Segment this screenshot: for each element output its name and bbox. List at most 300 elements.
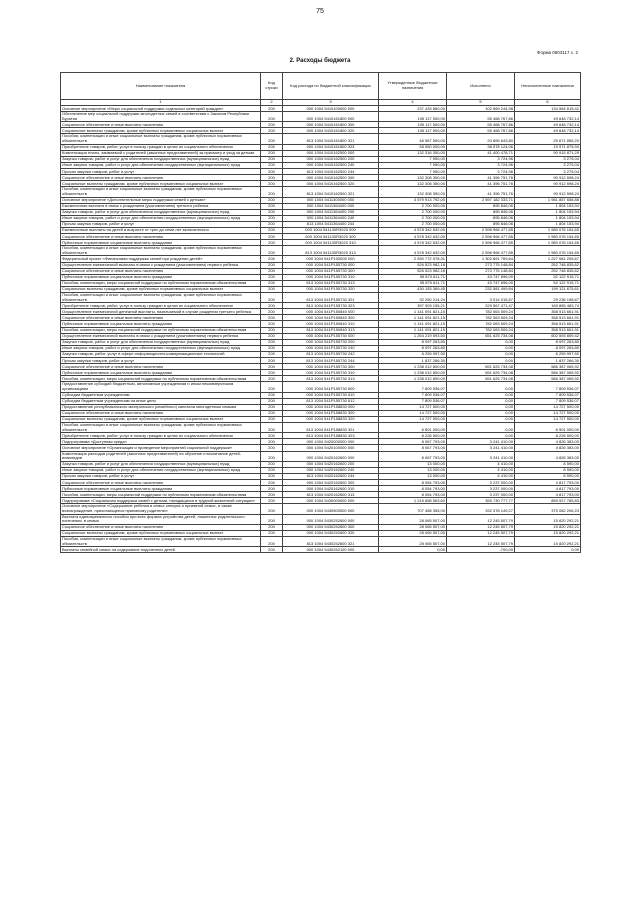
- column-number: 3: [283, 100, 379, 106]
- row-code-cell: 200: [261, 280, 283, 286]
- row-approved-cell: 95 870 611,71: [379, 274, 447, 280]
- row-code-cell: 200: [261, 398, 283, 404]
- row-classification-cell: 000 1004 5410162500 200: [283, 156, 379, 162]
- row-remaining-cell: 15 820 292,21: [515, 524, 581, 530]
- table-row: [61, 514, 581, 524]
- table-row: [61, 286, 581, 292]
- row-approved-cell: 237 433 860,00: [379, 106, 447, 112]
- row-name-cell: Иные закупки товаров, работ и услуг для обеспечения государственных (муниципальных) нужд: [61, 215, 261, 221]
- row-name-cell: Закупка товаров, работ и услуг для обеспечения государственных (муниципальных) нужд: [61, 156, 261, 162]
- row-remaining-cell: 358 513 661,91: [515, 327, 581, 333]
- row-remaining-cell: 8 226 500,00: [515, 433, 581, 439]
- row-remaining-cell: 52 122 915,71: [515, 274, 581, 280]
- row-code-cell: 200: [261, 492, 283, 498]
- row-classification-cell: 000 1004 5420162600 000: [283, 451, 379, 461]
- row-code-cell: 200: [261, 423, 283, 433]
- table-row: [61, 480, 581, 486]
- row-executed-cell: 2 596 966 477,85: [447, 234, 515, 240]
- row-approved-cell: 28 065 507,00: [379, 524, 447, 530]
- table-row: [61, 321, 581, 327]
- column-header: Исполнено: [447, 73, 515, 100]
- row-classification-cell: 000 1004 5430252600 320: [283, 530, 379, 536]
- row-approved-cell: 7 950,00: [379, 169, 447, 175]
- table-row: [61, 293, 581, 303]
- table-row: [61, 203, 581, 209]
- row-name-cell: Основное мероприятие «Меры социальной поддержки отдельных категорий граждан»: [61, 106, 261, 112]
- row-approved-cell: 8 067 793,00: [379, 451, 447, 461]
- row-classification-cell: 813 1004 541P155730 612: [283, 398, 379, 404]
- table-row: [61, 187, 581, 197]
- table-row: [61, 504, 581, 514]
- row-classification-cell: 000 1004 541130R3020 000: [283, 227, 379, 233]
- row-executed-cell: 0,00: [447, 339, 515, 345]
- row-executed-cell: 3 237 000,00: [447, 492, 515, 498]
- row-approved-cell: 13 000,00: [379, 473, 447, 479]
- row-remaining-cell: 7 809 536,07: [515, 382, 581, 392]
- row-approved-cell: 105 117 500,00: [379, 112, 447, 122]
- row-approved-cell: 4 578 342 632,00: [379, 227, 447, 233]
- row-classification-cell: 000 1004 5411364400 240: [283, 215, 379, 221]
- row-code-cell: 200: [261, 416, 283, 422]
- table-row: [61, 498, 581, 504]
- row-name-cell: Приобретение товаров, работ, услуг в пользу граждан в целях их социального обеспечения: [61, 303, 261, 309]
- row-executed-cell: 782 063 509,24: [447, 309, 515, 315]
- table-row: [61, 268, 581, 274]
- table-row: [61, 246, 581, 256]
- table-row: [61, 303, 581, 309]
- row-approved-cell: 28 065 507,00: [379, 514, 447, 524]
- table-row: [61, 536, 581, 546]
- row-executed-cell: 102 869 244,98: [447, 106, 515, 112]
- row-executed-cell: 0,00: [447, 351, 515, 357]
- row-name-cell: Прочая закупка товаров, работ и услуг: [61, 221, 261, 227]
- row-executed-cell: 3 014 015,57: [447, 293, 515, 303]
- row-approved-cell: 28 065 507,00: [379, 530, 447, 536]
- table-row: [61, 382, 581, 392]
- row-remaining-cell: 19 971 875,94: [515, 144, 581, 150]
- row-code-cell: 200: [261, 197, 283, 203]
- row-classification-cell: 813 1004 541P155730 242: [283, 351, 379, 357]
- row-executed-cell: 41 396 751,76: [447, 187, 515, 197]
- table-row: [61, 256, 581, 262]
- row-code-cell: 200: [261, 333, 283, 339]
- row-classification-cell: 000 1004 5410162500 240: [283, 162, 379, 168]
- row-name-cell: Основное мероприятие «Содержание ребенка в семье опекуна и приемной семье, а также вознаграждение, причитающееся приемному родителю»: [61, 504, 261, 514]
- row-code-cell: 200: [261, 150, 283, 156]
- row-name-cell: Социальное обеспечение и иные выплаты населению: [61, 122, 261, 128]
- row-remaining-cell: 15 820 292,21: [515, 530, 581, 536]
- row-classification-cell: 000 1004 541P158830 320: [283, 416, 379, 422]
- row-classification-cell: 813 1004 5410162500 321: [283, 187, 379, 197]
- row-name-cell: Социальное обеспечение и иные выплаты населению: [61, 524, 261, 530]
- row-classification-cell: 813 1004 541P155730 323: [283, 303, 379, 309]
- row-code-cell: 200: [261, 370, 283, 376]
- table-row: [61, 175, 581, 181]
- row-code-cell: 200: [261, 473, 283, 479]
- row-code-cell: 200: [261, 376, 283, 382]
- row-name-cell: Подпрограмма «Доступная среда»: [61, 439, 261, 445]
- table-row: [61, 227, 581, 233]
- row-remaining-cell: 90 915 871,29: [515, 150, 581, 156]
- row-executed-cell: 3 241 410,00: [447, 445, 515, 451]
- row-code-cell: 200: [261, 286, 283, 292]
- row-approved-cell: 4 578 342 632,00: [379, 234, 447, 240]
- row-name-cell: Осуществление ежемесячной денежной выплаты, назначаемой в случае рождения третьего ребенка: [61, 309, 261, 315]
- column-number: 4: [379, 100, 447, 106]
- row-code-cell: 200: [261, 246, 283, 256]
- row-code-cell: 200: [261, 134, 283, 144]
- row-classification-cell: 000 1004 5411300000 000: [283, 197, 379, 203]
- row-name-cell: Субсидии бюджетным учреждениям: [61, 392, 261, 398]
- row-remaining-cell: 8 590,00: [515, 461, 581, 467]
- row-name-cell: Пособия, компенсации, меры социальной поддержки по публичным нормативным обязательствам: [61, 376, 261, 382]
- row-approved-cell: 707 458 355,00: [379, 504, 447, 514]
- row-executed-cell: 895 846,06: [447, 203, 515, 209]
- row-remaining-cell: 25 671 856,20: [515, 134, 581, 144]
- table-row: [61, 106, 581, 112]
- row-approved-cell: 1 215 658 563,60: [379, 498, 447, 504]
- row-remaining-cell: 3 275,04: [515, 169, 581, 175]
- row-executed-cell: 3 237 000,00: [447, 486, 515, 492]
- row-code-cell: 200: [261, 524, 283, 530]
- row-executed-cell: 1 302 691 769,64: [447, 256, 515, 262]
- row-remaining-cell: 358 513 661,91: [515, 315, 581, 321]
- row-name-cell: Осуществление ежемесячной выплаты в связи с рождением (усыновлением) первого ребенка: [61, 333, 261, 339]
- row-executed-cell: 232 581 499,84: [447, 286, 515, 292]
- table-row: [61, 128, 581, 134]
- row-executed-cell: 651 625 734,08: [447, 376, 515, 382]
- row-remaining-cell: 90 912 598,24: [515, 187, 581, 197]
- table-row: [61, 144, 581, 150]
- row-code-cell: 200: [261, 315, 283, 321]
- table-row: [61, 122, 581, 128]
- row-executed-cell: 782 063 509,24: [447, 315, 515, 321]
- row-remaining-cell: 4 826 383,00: [515, 445, 581, 451]
- row-remaining-cell: 358 513 661,91: [515, 309, 581, 315]
- row-executed-cell: 782 063 509,24: [447, 321, 515, 327]
- row-approved-cell: 4 579 913 792,00: [379, 197, 447, 203]
- row-approved-cell: 13 000,00: [379, 467, 447, 473]
- row-classification-cell: 000 1004 5420000000 000: [283, 439, 379, 445]
- row-approved-cell: 2 700 000,00: [379, 215, 447, 221]
- row-name-cell: Социальное обеспечение и иные выплаты населению: [61, 480, 261, 486]
- row-name-cell: Основное мероприятие «Организация и проведение мероприятий социальной поддержки»: [61, 445, 261, 451]
- table-row: [61, 364, 581, 370]
- table-row: [61, 280, 581, 286]
- row-executed-cell: 3 237 000,00: [447, 480, 515, 486]
- row-classification-cell: 000 1004 541P155730 320: [283, 286, 379, 292]
- row-classification-cell: 000 1004 5410162500 320: [283, 181, 379, 187]
- column-number: 2: [261, 100, 283, 106]
- row-name-cell: Пособия, компенсации и иные социальные выплаты гражданам, кроме публичных нормативных обязательств: [61, 134, 261, 144]
- row-remaining-cell: 29 236 198,67: [515, 293, 581, 303]
- row-executed-cell: 355 730 777,77: [447, 498, 515, 504]
- row-code-cell: 200: [261, 404, 283, 410]
- row-name-cell: Пособия, компенсации и иные социальные выплаты гражданам, кроме публичных нормативных обязательств: [61, 423, 261, 433]
- row-executed-cell: 0,00: [447, 345, 515, 351]
- row-executed-cell: 273 775 148,84: [447, 262, 515, 268]
- row-name-cell: Пособия, компенсации и иные социальные выплаты гражданам, кроме публичных нормативных обязательств: [61, 536, 261, 546]
- row-remaining-cell: 1 980 076 154,65: [515, 246, 581, 256]
- row-remaining-cell: 4 826 383,00: [515, 439, 581, 445]
- row-executed-cell: 41 400 478,71: [447, 150, 515, 156]
- table-row: [61, 524, 581, 530]
- row-executed-cell: 273 775 148,84: [447, 268, 515, 274]
- row-remaining-cell: 15 820 292,21: [515, 514, 581, 524]
- row-name-cell: Выплаты семейной семье на содержание подопечных детей: [61, 547, 261, 553]
- form-code: Форма 0503117 с. 2: [537, 50, 578, 55]
- row-classification-cell: 000 1004 541P150840 000: [283, 309, 379, 315]
- row-classification-cell: 000 1004 541P155730 240: [283, 345, 379, 351]
- table-row: [61, 492, 581, 498]
- row-classification-cell: 000 1004 5430252600 300: [283, 524, 379, 530]
- row-name-cell: Основное мероприятие «Дополнительные меры поддержки семей с детьми»: [61, 197, 261, 203]
- row-name-cell: Социальное обеспечение и иные выплаты населению: [61, 315, 261, 321]
- row-executed-cell: 2 597 182 333,71: [447, 197, 515, 203]
- row-classification-cell: 000 1004 541130R3020 300: [283, 234, 379, 240]
- row-classification-cell: 000 1004 541P100000 000: [283, 256, 379, 262]
- row-name-cell: Социальное обеспечение и иные выплаты населению: [61, 364, 261, 370]
- row-code-cell: 200: [261, 358, 283, 364]
- row-remaining-cell: 6 501 000,00: [515, 423, 581, 433]
- row-classification-cell: 000 1004 541P155730 300: [283, 364, 379, 370]
- table-body: [61, 106, 581, 553]
- row-approved-cell: 8 067 793,00: [379, 439, 447, 445]
- row-code-cell: 200: [261, 486, 283, 492]
- row-executed-cell: 20 895 643,80: [447, 134, 515, 144]
- row-remaining-cell: 90 912 598,24: [515, 175, 581, 181]
- row-code-cell: 200: [261, 187, 283, 197]
- row-approved-cell: 14 727 500,00: [379, 404, 447, 410]
- row-executed-cell: 12 245 507,79: [447, 530, 515, 536]
- row-approved-cell: 2 700 000,00: [379, 209, 447, 215]
- row-remaining-cell: 8 097 263,80: [515, 339, 581, 345]
- row-code-cell: 200: [261, 106, 283, 112]
- row-executed-cell: 43 747 696,00: [447, 274, 515, 280]
- row-approved-cell: 32 250 214,24: [379, 293, 447, 303]
- row-code-cell: 200: [261, 209, 283, 215]
- section-title: 2. Расходы бюджета: [289, 58, 351, 64]
- table-row: [61, 181, 581, 187]
- table-row: [61, 162, 581, 168]
- row-code-cell: 200: [261, 439, 283, 445]
- row-code-cell: 200: [261, 309, 283, 315]
- row-code-cell: 200: [261, 410, 283, 416]
- row-code-cell: 200: [261, 181, 283, 187]
- row-name-cell: Обеспечение мер социальной поддержки многодетных семей в соответствии с Законом Республики Бурятия: [61, 112, 261, 122]
- row-classification-cell: 813 1004 541P150840 313: [283, 327, 379, 333]
- row-executed-cell: 41 396 751,76: [447, 175, 515, 181]
- column-number: 1: [61, 100, 261, 106]
- row-code-cell: 200: [261, 445, 283, 451]
- row-code-cell: 200: [261, 480, 283, 486]
- table-row: [61, 240, 581, 246]
- row-remaining-cell: 586 387 065,92: [515, 370, 581, 376]
- row-executed-cell: 3 724,96: [447, 162, 515, 168]
- row-name-cell: Прочая закупка товаров, работ и услуг: [61, 358, 261, 364]
- row-code-cell: 200: [261, 293, 283, 303]
- row-approved-cell: 6 259 997,50: [379, 351, 447, 357]
- row-name-cell: Социальное обеспечение и иные выплаты населению: [61, 234, 261, 240]
- column-number: 6: [515, 100, 581, 106]
- row-classification-cell: 813 1004 541P155730 244: [283, 358, 379, 364]
- row-approved-cell: 0,00: [379, 547, 447, 553]
- row-remaining-cell: 1 980 076 154,65: [515, 234, 581, 240]
- table-row: [61, 156, 581, 162]
- table-row: [61, 467, 581, 473]
- row-code-cell: 200: [261, 303, 283, 309]
- row-executed-cell: 12 245 507,79: [447, 524, 515, 530]
- table-row: [61, 197, 581, 203]
- row-approved-cell: 8 226 500,00: [379, 433, 447, 439]
- row-code-cell: 200: [261, 351, 283, 357]
- row-remaining-cell: 8 590,00: [515, 473, 581, 479]
- row-executed-cell: 4 410,00: [447, 467, 515, 473]
- row-code-cell: 200: [261, 144, 283, 150]
- row-executed-cell: 0,00: [447, 404, 515, 410]
- row-remaining-cell: 14 727 500,00: [515, 404, 581, 410]
- table-row: [61, 370, 581, 376]
- row-approved-cell: 4 578 342 632,00: [379, 246, 447, 256]
- table-row: [61, 451, 581, 461]
- row-code-cell: 200: [261, 268, 283, 274]
- row-remaining-cell: 586 387 065,92: [515, 376, 581, 382]
- row-remaining-cell: 6 259 997,50: [515, 351, 581, 357]
- row-code-cell: 200: [261, 339, 283, 345]
- table-row: [61, 423, 581, 433]
- column-header: Наименование показателя: [61, 73, 261, 100]
- row-code-cell: 200: [261, 433, 283, 439]
- table-row: [61, 333, 581, 339]
- row-code-cell: 200: [261, 274, 283, 280]
- row-name-cell: Социальные выплаты гражданам, кроме публичных нормативных социальных выплат: [61, 416, 261, 422]
- row-approved-cell: 7 809 536,07: [379, 398, 447, 404]
- row-remaining-cell: 49 648 732,14: [515, 128, 581, 134]
- table-header-row: [61, 73, 581, 100]
- row-classification-cell: 000 1004 541P155730 310: [283, 274, 379, 280]
- row-code-cell: 200: [261, 451, 283, 461]
- row-approved-cell: 8 097 263,80: [379, 339, 447, 345]
- row-name-cell: Предоставление республиканского материнского (семейного) капитала многодетным семьям: [61, 404, 261, 410]
- row-approved-cell: 526 523 982,18: [379, 262, 447, 268]
- row-remaining-cell: 1 980 076 154,65: [515, 240, 581, 246]
- row-classification-cell: 000 1004 5420100000 000: [283, 445, 379, 451]
- row-name-cell: Публичные нормативные социальные выплаты гражданам: [61, 486, 261, 492]
- table-row: [61, 150, 581, 156]
- row-remaining-cell: 8 590,00: [515, 467, 581, 473]
- row-classification-cell: 813 1004 5420162600 313: [283, 492, 379, 498]
- row-executed-cell: 651 625 734,08: [447, 333, 515, 339]
- row-name-cell: Публичные нормативные социальные выплаты гражданам: [61, 240, 261, 246]
- row-approved-cell: 132 308 350,00: [379, 181, 447, 187]
- row-remaining-cell: 199 121 675,61: [515, 286, 581, 292]
- table-row: [61, 262, 581, 268]
- row-approved-cell: 105 117 500,00: [379, 122, 447, 128]
- row-executed-cell: 782 063 509,24: [447, 327, 515, 333]
- row-remaining-cell: 14 727 500,00: [515, 410, 581, 416]
- row-classification-cell: 000 1004 541P150840 310: [283, 321, 379, 327]
- row-remaining-cell: 375 082 206,23: [515, 504, 581, 514]
- row-executed-cell: 4 410,00: [447, 461, 515, 467]
- row-classification-cell: 000 1004 5420162600 240: [283, 467, 379, 473]
- row-approved-cell: 1 837 266,30: [379, 358, 447, 364]
- row-executed-cell: 0,00: [447, 382, 515, 392]
- row-name-cell: Компенсация платы, взимаемой с родителей (законных представителей) за присмотр и уход за детьми: [61, 150, 261, 156]
- row-name-cell: Ежемесячная выплата в связи с рождением (усыновлением) третьего ребенка: [61, 203, 261, 209]
- row-executed-cell: 651 625 734,08: [447, 370, 515, 376]
- row-classification-cell: 000 1004 5430000000 000: [283, 498, 379, 504]
- row-approved-cell: 2 700 000,00: [379, 221, 447, 227]
- row-approved-cell: 13 000,00: [379, 461, 447, 467]
- table-row: [61, 309, 581, 315]
- row-name-cell: Социальные выплаты гражданам, кроме публичных нормативных социальных выплат: [61, 181, 261, 187]
- row-approved-cell: 1 141 091 821,15: [379, 327, 447, 333]
- row-remaining-cell: 586 387 065,92: [515, 364, 581, 370]
- row-name-cell: Пособия, компенсации и иные социальные выплаты гражданам, кроме публичных нормативных обязательств: [61, 246, 261, 256]
- row-remaining-cell: 252 748 835,62: [515, 268, 581, 274]
- row-classification-cell: 813 1004 5420162600 244: [283, 473, 379, 479]
- row-executed-cell: 2 596 966 477,85: [447, 227, 515, 233]
- row-classification-cell: 000 1004 5410161800 300: [283, 122, 379, 128]
- row-name-cell: Публичные нормативные социальные выплаты гражданам: [61, 274, 261, 280]
- row-name-cell: Закупка товаров, работ и услуг для обеспечения государственных (муниципальных) нужд: [61, 209, 261, 215]
- row-classification-cell: 000 1004 5410162500 300: [283, 175, 379, 181]
- row-approved-cell: 1 254 219 593,50: [379, 333, 447, 339]
- row-remaining-cell: 4 817 793,00: [515, 492, 581, 498]
- row-classification-cell: 813 1004 541P155730 313: [283, 280, 379, 286]
- row-code-cell: 200: [261, 547, 283, 553]
- row-classification-cell: 813 1004 5430252600 321: [283, 536, 379, 546]
- row-approved-cell: 1 238 012 800,00: [379, 376, 447, 382]
- row-name-cell: Прочая закупка товаров, работ и услуг: [61, 473, 261, 479]
- row-name-cell: Приобретение товаров, работ, услуг в пользу граждан в целях их социального обеспечения: [61, 433, 261, 439]
- row-executed-cell: 12 245 507,79: [447, 514, 515, 524]
- row-code-cell: 200: [261, 221, 283, 227]
- row-classification-cell: 000 1004 5420162600 310: [283, 486, 379, 492]
- row-executed-cell: 0,00: [447, 410, 515, 416]
- row-approved-cell: 28 065 507,00: [379, 536, 447, 546]
- row-classification-cell: 000 1004 5430500000 000: [283, 504, 379, 514]
- row-name-cell: Выплата единовременного пособия при всех формах устройства детей, лишенных родительского попечения, в семью: [61, 514, 261, 524]
- row-remaining-cell: 7 809 536,07: [515, 392, 581, 398]
- row-approved-cell: 1 238 012 800,00: [379, 364, 447, 370]
- row-classification-cell: 813 1004 541P158830 323: [283, 433, 379, 439]
- row-name-cell: Социальные выплаты гражданам, кроме публичных нормативных социальных выплат: [61, 286, 261, 292]
- row-classification-cell: 000 1004 541P155730 600: [283, 382, 379, 392]
- row-executed-cell: 895 846,06: [447, 209, 515, 215]
- row-remaining-cell: 3 275,04: [515, 162, 581, 168]
- row-name-cell: Субсидии бюджетным учреждениям на иные цели: [61, 398, 261, 404]
- row-code-cell: 200: [261, 240, 283, 246]
- row-remaining-cell: 169 885 483,74: [515, 303, 581, 309]
- row-classification-cell: 813 1004 541130R3020 313: [283, 246, 379, 256]
- row-classification-cell: 000 1004 541P155730 000: [283, 262, 379, 268]
- row-approved-cell: 4 578 342 632,00: [379, 240, 447, 246]
- row-classification-cell: 000 1004 541P158830 000: [283, 404, 379, 410]
- table-row: [61, 486, 581, 492]
- row-code-cell: 200: [261, 112, 283, 122]
- row-code-cell: 200: [261, 215, 283, 221]
- row-approved-cell: 7 809 536,07: [379, 382, 447, 392]
- row-classification-cell: 813 1004 5410161800 321: [283, 134, 379, 144]
- row-approved-cell: 1 238 012 800,00: [379, 370, 447, 376]
- row-classification-cell: 000 1004 5420162600 300: [283, 480, 379, 486]
- row-approved-cell: 1 141 091 821,15: [379, 309, 447, 315]
- row-code-cell: 200: [261, 345, 283, 351]
- row-name-cell: Пособия, компенсации, меры социальной поддержки по публичным нормативным обязательствам: [61, 280, 261, 286]
- row-approved-cell: 430 153 369,45: [379, 286, 447, 292]
- row-approved-cell: 6 501 000,00: [379, 423, 447, 433]
